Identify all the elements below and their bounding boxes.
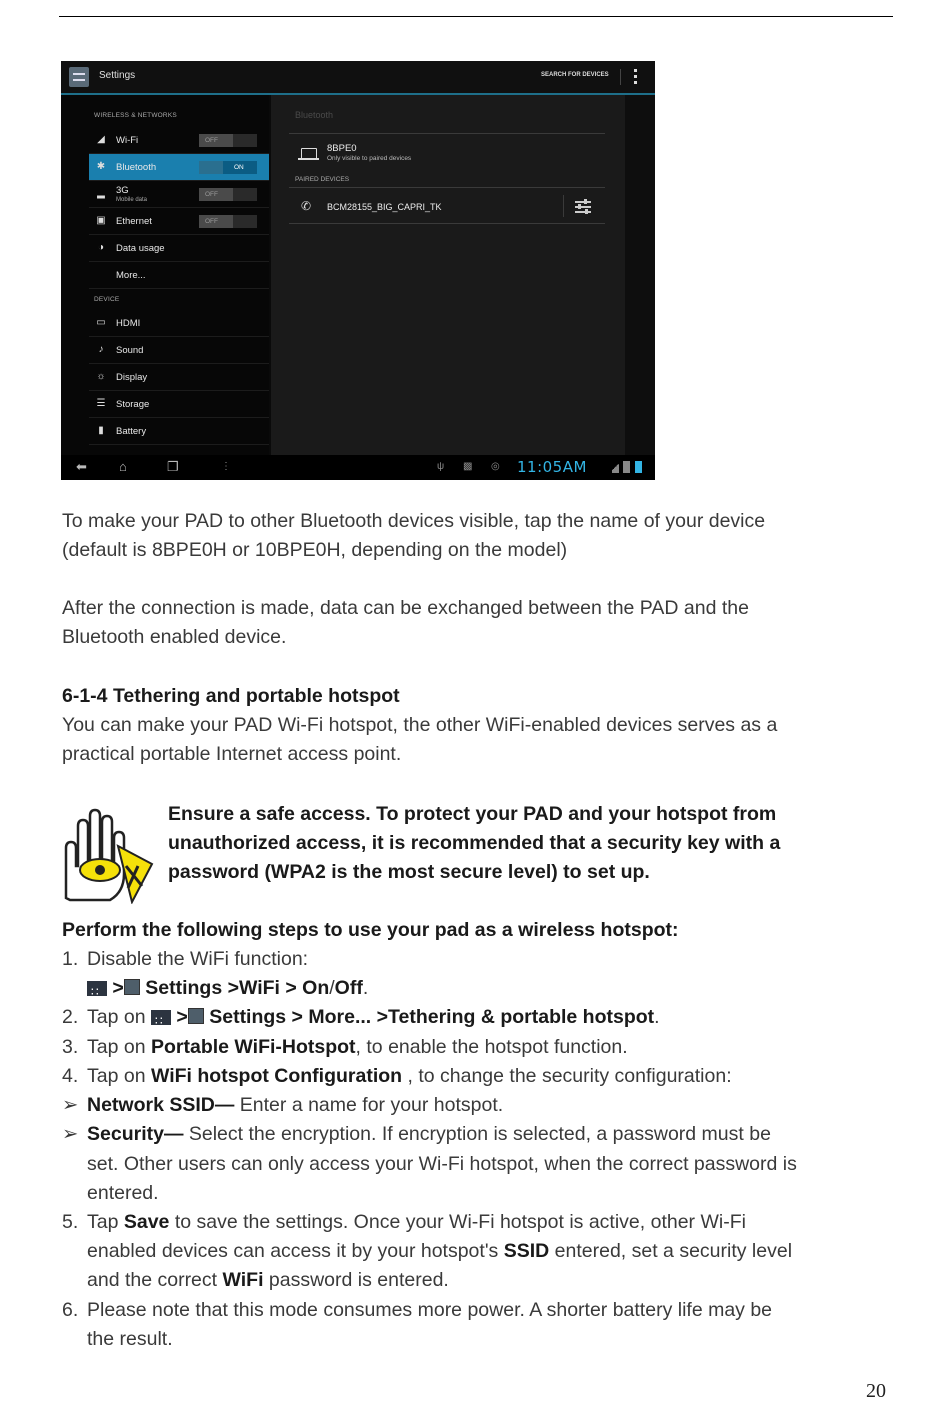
para-connection-line2: Bluetooth enabled device. — [62, 626, 287, 648]
sidebar-item-more[interactable] — [89, 262, 269, 289]
settings-icon — [188, 1008, 204, 1024]
3g-toggle[interactable]: OFF — [199, 188, 257, 201]
steps-heading: Perform the following steps to use your pad as a wireless hotspot: — [62, 919, 679, 941]
sidebar-item-hdmi[interactable] — [89, 310, 269, 337]
ethernet-toggle[interactable]: OFF — [199, 215, 257, 228]
sidebar-item-wifi[interactable] — [89, 127, 269, 154]
pane-edge — [625, 95, 655, 455]
section-header-device: DEVICE — [94, 296, 120, 303]
sidebar-item-bluetooth[interactable] — [89, 154, 269, 181]
sidebar-item-storage[interactable] — [89, 391, 269, 418]
phone-icon: ✆ — [301, 199, 312, 213]
wifi-icon: ◢ — [97, 134, 105, 145]
home-icon[interactable]: ⌂ — [119, 459, 127, 474]
data-usage-icon: ◑ — [97, 242, 105, 253]
paired-divider — [289, 187, 605, 188]
section-heading: 6-1-4 Tethering and portable hotspot — [62, 685, 400, 707]
page-number: 20 — [866, 1380, 886, 1402]
ethernet-icon: ▣ — [96, 215, 106, 226]
pane-divider — [289, 133, 605, 134]
system-nav-bar — [61, 455, 655, 480]
recent-apps-icon[interactable]: ❐ — [167, 459, 179, 474]
sidebar-item-ethernet[interactable] — [89, 208, 269, 235]
caution-hand-icon — [58, 808, 154, 904]
speaker-icon: ♪ — [98, 344, 104, 355]
settings-sidebar — [61, 95, 269, 455]
para-hotspot-line2: practical portable Internet access point. — [62, 743, 402, 765]
paired-row-divider — [563, 195, 564, 217]
action-bar-divider — [620, 69, 621, 85]
warning-note: Ensure a safe access. To protect your PAD and your hotspot from unauthorized access, it is recommended that a security key with a password (WPA2 is the most secure level) to set up. — [168, 803, 781, 883]
laptop-icon — [301, 148, 317, 159]
battery-status-icon — [635, 461, 642, 473]
bluetooth-icon: ✱ — [96, 161, 106, 172]
android-icon: ▩ — [463, 461, 473, 472]
para-visibility-line1: To make your PAD to other Bluetooth devices visible, tap the name of your device — [62, 510, 766, 532]
para-connection-line1: After the connection is made, data can be exchanged between the PAD and the — [62, 597, 749, 619]
sidebar-item-label: Data usage — [116, 243, 165, 254]
sidebar-item-data-usage[interactable] — [89, 235, 269, 262]
sidebar-item-label: Wi-Fi — [116, 135, 139, 146]
device-settings-icon[interactable] — [575, 199, 591, 214]
back-icon[interactable]: ⬅ — [76, 459, 87, 474]
sidebar-item-3g[interactable] — [89, 181, 269, 208]
arrow-bullet-icon: ➢ — [62, 1094, 79, 1116]
action-bar — [61, 61, 655, 95]
arrow-bullet-icon: ➢ — [62, 1123, 79, 1145]
settings-icon — [124, 979, 140, 995]
para-hotspot-line1: You can make your PAD Wi-Fi hotspot, the other WiFi-enabled devices serves as a — [62, 714, 778, 736]
settings-screenshot — [61, 61, 655, 480]
search-for-devices-button[interactable]: SEARCH FOR DEVICES — [541, 72, 609, 78]
sidebar-item-label: Sound — [116, 345, 144, 356]
sidebar-item-label: Bluetooth — [116, 162, 157, 173]
settings-app-icon — [69, 67, 89, 87]
sidebar-item-label: Ethernet — [116, 216, 152, 227]
bluetooth-status-icon — [623, 461, 630, 473]
action-bar-title: Settings — [99, 70, 136, 81]
apps-icon — [151, 1010, 171, 1025]
sidebar-item-sound[interactable] — [89, 337, 269, 364]
sidebar-item-label: More... — [116, 270, 146, 281]
bluetooth-toggle[interactable]: ON — [199, 161, 257, 174]
sidebar-item-label: Storage — [116, 399, 150, 410]
section-header-wireless: WIRELESS & NETWORKS — [94, 112, 177, 119]
paired-devices-header: PAIRED DEVICES — [295, 176, 350, 183]
sync-icon: ◎ — [491, 461, 500, 472]
signal-status-icon — [612, 461, 619, 473]
overflow-menu-icon[interactable] — [634, 69, 637, 86]
storage-icon: ☰ — [96, 398, 106, 409]
usb-icon: ψ — [437, 461, 445, 472]
brightness-icon: ☼ — [96, 371, 106, 382]
pane-header: Bluetooth — [295, 110, 334, 120]
sidebar-item-label: 3G — [116, 185, 129, 196]
paired-device-name[interactable]: BCM28155_BIG_CAPRI_TK — [327, 202, 442, 212]
sidebar-item-label: Battery — [116, 426, 147, 437]
sidebar-item-label: Display — [116, 372, 148, 383]
header-rule — [59, 16, 893, 17]
paired-bottom-divider — [289, 223, 605, 224]
battery-icon: ▮ — [98, 425, 104, 436]
monitor-icon: ▭ — [96, 317, 106, 328]
wifi-toggle[interactable]: OFF — [199, 134, 257, 147]
signal-icon: ▂ — [97, 188, 105, 199]
sidebar-item-battery[interactable] — [89, 418, 269, 445]
sidebar-item-sublabel: Mobile data — [116, 197, 148, 203]
apps-icon — [87, 981, 107, 996]
menu-icon[interactable]: ⋮ — [221, 461, 231, 472]
clock: 11:05AM — [517, 458, 587, 476]
sidebar-item-display[interactable] — [89, 364, 269, 391]
sidebar-item-label: HDMI — [116, 318, 141, 329]
own-device-name[interactable]: 8BPE0 — [327, 143, 357, 154]
para-visibility-line2: (default is 8BPE0H or 10BPE0H, depending on the model) — [62, 539, 568, 561]
own-device-visibility: Only visible to paired devices — [327, 155, 412, 162]
bluetooth-pane — [271, 95, 625, 455]
